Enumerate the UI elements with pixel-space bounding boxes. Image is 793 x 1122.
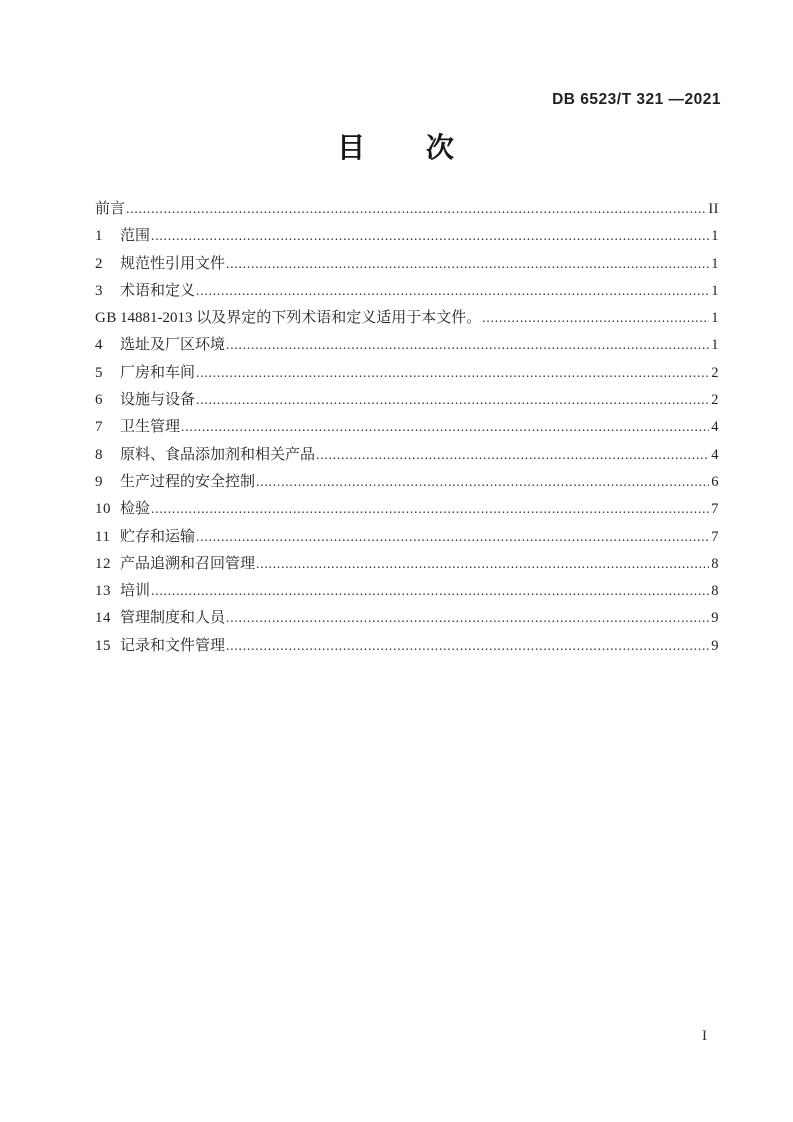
toc-entry-number: 5: [95, 364, 103, 381]
toc-entry-label: 选址及厂区环境: [120, 337, 226, 354]
toc-entry-page: 7: [711, 501, 719, 518]
toc-leader-dots: [126, 201, 706, 218]
toc-leader-dots: [226, 337, 709, 354]
toc-entry: [95, 197, 719, 224]
toc-entry: [95, 252, 719, 279]
toc-entry-number: 13: [95, 583, 111, 600]
toc-entry-label: 范围: [120, 228, 151, 245]
toc-entry-page: 2: [711, 392, 719, 409]
toc-entry-label: 规范性引用文件: [120, 255, 226, 272]
toc-entry-number: 1: [95, 228, 103, 245]
toc-entry-number: 8: [95, 446, 103, 463]
toc-leader-dots: [226, 610, 709, 627]
standard-number: DB 6523/T 321 —2021: [552, 91, 721, 108]
toc-entry-number: 4: [95, 337, 103, 354]
toc-entry-label: 管理制度和人员: [120, 610, 226, 627]
toc-entry-page: 9: [711, 610, 719, 627]
toc-entry-label: 检验: [120, 501, 151, 518]
toc-entry-number: GB: [95, 310, 117, 327]
toc-entry-number: 2: [95, 255, 103, 272]
toc-leader-dots: [196, 283, 709, 300]
toc-entry: [95, 306, 719, 333]
toc-entry: [95, 388, 719, 415]
toc-entry-page: 1: [711, 228, 719, 245]
page-title: 目 次: [337, 132, 456, 163]
toc-entry-page: 1: [711, 337, 719, 354]
toc-leader-dots: [151, 583, 709, 600]
toc-entry: [95, 443, 719, 470]
toc-entry-number: 15: [95, 637, 111, 654]
toc-entry: [95, 415, 719, 442]
toc-entry: [95, 525, 719, 552]
toc-leader-dots: [226, 256, 709, 273]
toc-leader-dots: [256, 556, 709, 573]
toc-leader-dots: [196, 365, 709, 382]
footer-page-number: I: [702, 1028, 707, 1044]
toc-entry-page: 4: [711, 419, 719, 436]
toc-entry-label: 卫生管理: [120, 419, 181, 436]
toc-entry-label: 培训: [120, 583, 151, 600]
toc-entry-label: 术语和定义: [120, 282, 196, 299]
toc-entry-label: 14881-2013 以及界定的下列术语和定义适用于本文件。: [120, 310, 482, 327]
toc-entry-page: 9: [711, 637, 719, 654]
toc-entry-page: 2: [711, 364, 719, 381]
toc-leader-dots: [316, 447, 709, 464]
toc-entry-number: 14: [95, 610, 111, 627]
table-of-contents: [95, 197, 719, 661]
toc-entry: [95, 579, 719, 606]
toc-leader-dots: [151, 228, 709, 245]
toc-leader-dots: [226, 638, 709, 655]
toc-entry-label: 记录和文件管理: [120, 637, 226, 654]
toc-entry-label: 产品追溯和召回管理: [120, 555, 256, 572]
toc-entry-label: 贮存和运输: [120, 528, 196, 545]
toc-entry-number: 10: [95, 501, 111, 518]
toc-leader-dots: [196, 392, 709, 409]
toc-entry: [95, 470, 719, 497]
toc-entry-page: 1: [711, 282, 719, 299]
toc-entry-page: 6: [711, 473, 719, 490]
toc-entry-page: II: [708, 201, 719, 217]
toc-entry-page: 8: [711, 555, 719, 572]
toc-entry-label: 生产过程的安全控制: [120, 473, 256, 490]
toc-leader-dots: [181, 419, 709, 436]
toc-entry-label: 前言: [95, 201, 126, 217]
toc-entry: [95, 497, 719, 524]
toc-entry-number: 3: [95, 282, 103, 299]
toc-entry: [95, 224, 719, 251]
toc-entry-number: 9: [95, 473, 103, 490]
toc-entry-page: 8: [711, 583, 719, 600]
toc-entry-number: 6: [95, 392, 103, 409]
toc-entry: [95, 634, 719, 661]
toc-leader-dots: [151, 501, 709, 518]
toc-entry-number: 12: [95, 555, 111, 572]
toc-entry-page: 4: [711, 446, 719, 463]
toc-entry-page: 1: [711, 310, 719, 327]
toc-entry-label: 原料、食品添加剂和相关产品: [120, 446, 316, 463]
toc-entry-page: 7: [711, 528, 719, 545]
toc-leader-dots: [196, 529, 709, 546]
toc-entry: [95, 552, 719, 579]
toc-entry: [95, 606, 719, 633]
toc-entry-number: 11: [95, 528, 111, 545]
toc-entry-label: 设施与设备: [120, 392, 196, 409]
toc-leader-dots: [256, 474, 709, 491]
toc-entry-label: 厂房和车间: [120, 364, 196, 381]
toc-entry: [95, 361, 719, 388]
toc-entry: [95, 279, 719, 306]
toc-entry: [95, 333, 719, 360]
toc-leader-dots: [482, 310, 709, 327]
toc-entry-page: 1: [711, 255, 719, 272]
toc-entry-number: 7: [95, 419, 103, 436]
